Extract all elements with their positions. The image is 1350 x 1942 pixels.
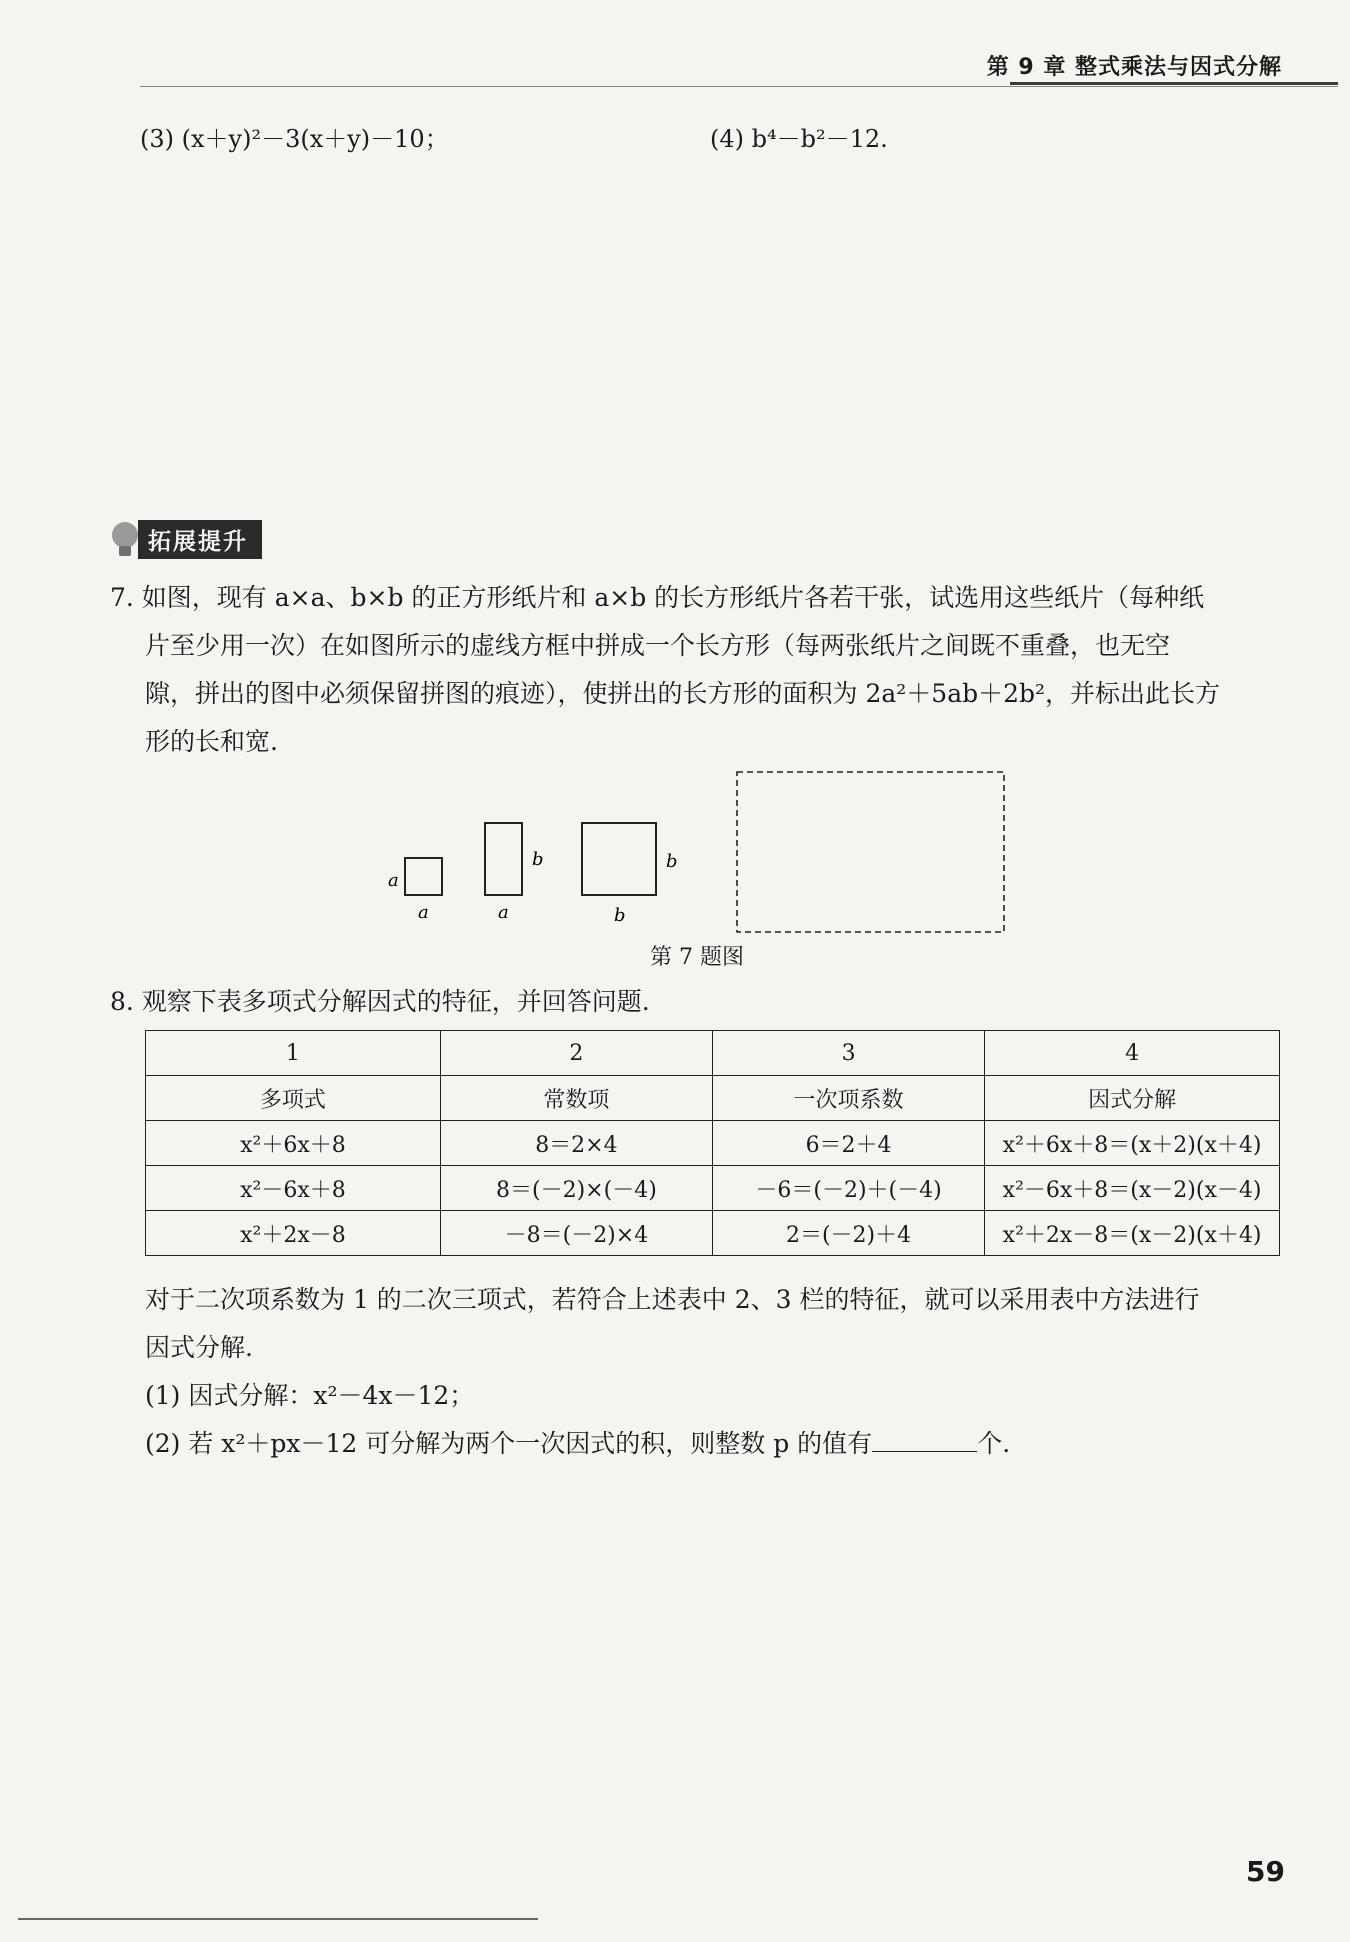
problem-7-line-4: 形的长和宽. xyxy=(145,727,278,756)
table-header: 一次项系数 xyxy=(712,1076,984,1121)
small-square-bottom-label: a xyxy=(418,902,429,923)
table-row xyxy=(146,1121,1280,1166)
table-header: 因式分解 xyxy=(985,1076,1280,1121)
rectangle-bottom-label: a xyxy=(498,902,509,923)
table-cell: 8＝(－2)×(－4) xyxy=(440,1166,712,1211)
problem-8-after-2: 因式分解. xyxy=(145,1333,253,1362)
problem-item-4: (4) b⁴－b²－12. xyxy=(710,125,888,153)
problem-8-intro: 8. 观察下表多项式分解因式的特征，并回答问题. xyxy=(110,987,650,1016)
small-square-side-label: a xyxy=(388,870,399,891)
table-cell: 8＝2×4 xyxy=(440,1121,712,1166)
table-cell: 4 xyxy=(985,1031,1280,1076)
table-cell: x²＋6x＋8＝(x＋2)(x＋4) xyxy=(985,1121,1280,1166)
problem-8-question-2 xyxy=(145,1420,1010,1468)
table-cell: 2 xyxy=(440,1031,712,1076)
rectangle-ab xyxy=(485,823,522,895)
table-cell: 6＝2＋4 xyxy=(712,1121,984,1166)
table-cell: x²－6x＋8＝(x－2)(x－4) xyxy=(985,1166,1280,1211)
problem-7-line-1: 7. 如图，现有 a×a、b×b 的正方形纸片和 a×b 的长方形纸片各若干张，试选用这些纸片（每种纸 xyxy=(110,583,1205,612)
table-cell: 3 xyxy=(712,1031,984,1076)
problem-8-question-1: (1) 因式分解：x²－4x－12； xyxy=(145,1381,475,1410)
header-thin-rule xyxy=(140,86,1338,87)
section-badge xyxy=(110,520,262,558)
section-badge-label: 拓展提升 xyxy=(138,520,262,559)
table-cell: x²－6x＋8 xyxy=(146,1166,441,1211)
answer-blank[interactable] xyxy=(872,1423,977,1452)
question-2-suffix: 个. xyxy=(977,1429,1011,1458)
table-cell: x²＋6x＋8 xyxy=(146,1121,441,1166)
big-square-right-label: b xyxy=(666,851,678,872)
figure-caption: 第 7 题图 xyxy=(650,945,744,970)
table-cell: －8＝(－2)×4 xyxy=(440,1211,712,1256)
big-square xyxy=(582,823,656,895)
big-square-bottom-label: b xyxy=(614,905,626,926)
problem-8-after-1: 对于二次项系数为 1 的二次三项式，若符合上述表中 2、3 栏的特征，就可以采用表中方法进行 xyxy=(145,1285,1200,1314)
table-row xyxy=(146,1211,1280,1256)
table-cell: x²＋2x－8 xyxy=(146,1211,441,1256)
rectangle-right-label: b xyxy=(532,849,544,870)
table-row xyxy=(146,1031,1280,1076)
problem-7-line-2: 片至少用一次）在如图所示的虚线方框中拼成一个长方形（每两张纸片之间既不重叠，也无空 xyxy=(145,631,1171,660)
table-header: 多项式 xyxy=(146,1076,441,1121)
table-cell: x²＋2x－8＝(x－2)(x＋4) xyxy=(985,1211,1280,1256)
table-cell: 1 xyxy=(146,1031,441,1076)
table-row xyxy=(146,1076,1280,1121)
header-rule xyxy=(1010,82,1338,85)
bottom-rule xyxy=(18,1918,538,1920)
page-number: 59 xyxy=(1246,1855,1285,1888)
small-square xyxy=(405,858,442,895)
lightbulb-icon xyxy=(110,520,144,558)
table-cell: 2＝(－2)＋4 xyxy=(712,1211,984,1256)
table-row xyxy=(146,1166,1280,1211)
polynomial-table xyxy=(145,1030,1280,1256)
problem-item-3: (3) (x＋y)²－3(x＋y)－10； xyxy=(140,125,449,153)
table-cell: －6＝(－2)＋(－4) xyxy=(712,1166,984,1211)
dashed-frame xyxy=(737,772,1004,932)
question-2-text: (2) 若 x²＋px－12 可分解为两个一次因式的积，则整数 p 的值有 xyxy=(145,1429,873,1458)
problem-7-line-3: 隙，拼出的图中必须保留拼图的痕迹），使拼出的长方形的面积为 2a²＋5ab＋2b²，并标出此长方 xyxy=(145,679,1221,708)
table-header: 常数项 xyxy=(440,1076,712,1121)
chapter-header: 第 9 章 整式乘法与因式分解 xyxy=(986,55,1282,80)
